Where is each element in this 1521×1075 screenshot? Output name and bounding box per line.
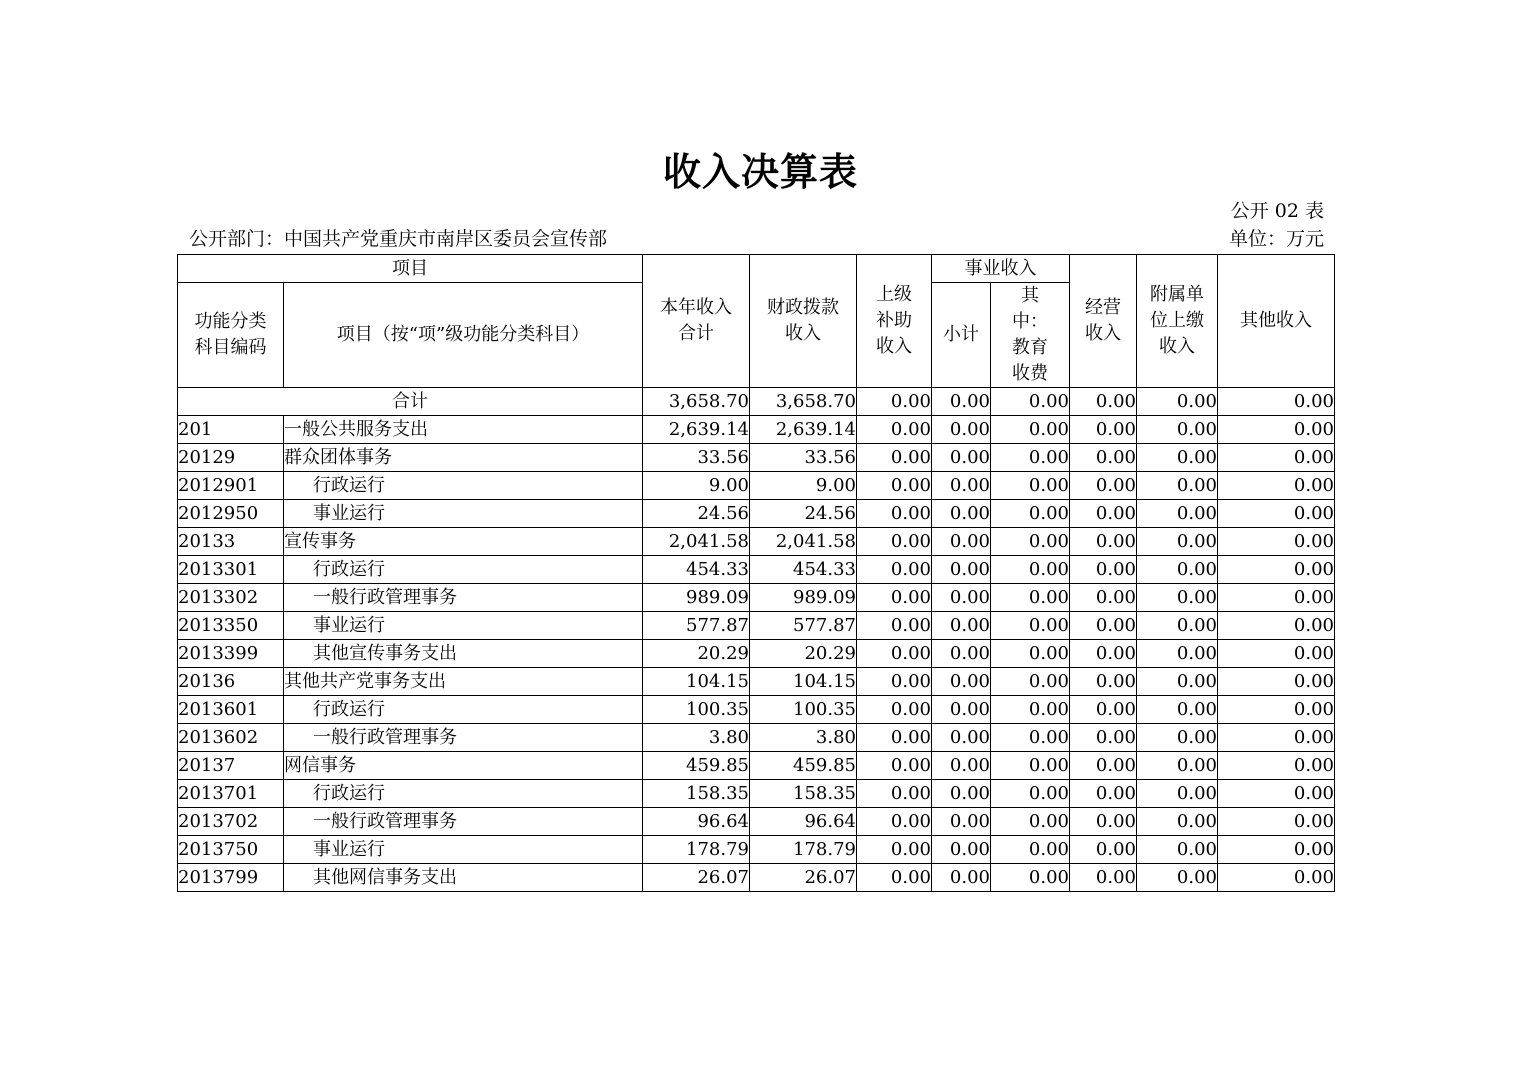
table-row [178, 780, 1335, 808]
row-value: 0.00 [857, 752, 932, 780]
row-code: 2012950 [178, 500, 284, 528]
table-row [178, 584, 1335, 612]
row-value: 454.33 [750, 556, 857, 584]
table-body [178, 388, 1335, 892]
row-value: 0.00 [1218, 864, 1335, 892]
row-value: 459.85 [643, 752, 750, 780]
row-value: 100.35 [643, 696, 750, 724]
row-name: 事业运行 [284, 836, 643, 864]
table-row [178, 724, 1335, 752]
row-value: 0.00 [1137, 500, 1218, 528]
row-value: 0.00 [932, 640, 991, 668]
row-value: 0.00 [1137, 444, 1218, 472]
table-row [178, 444, 1335, 472]
row-code: 2013301 [178, 556, 284, 584]
row-name: 一般公共服务支出 [284, 416, 643, 444]
row-value: 0.00 [1218, 808, 1335, 836]
row-code: 2013399 [178, 640, 284, 668]
row-value: 0.00 [1218, 528, 1335, 556]
table-row [178, 556, 1335, 584]
row-name: 一般行政管理事务 [284, 808, 643, 836]
table-row [178, 500, 1335, 528]
row-code: 20133 [178, 528, 284, 556]
row-value: 0.00 [1137, 528, 1218, 556]
row-value: 9.00 [750, 472, 857, 500]
row-value: 0.00 [1070, 752, 1137, 780]
row-value: 104.15 [643, 668, 750, 696]
row-value: 0.00 [1070, 612, 1137, 640]
row-value: 0.00 [932, 416, 991, 444]
header-business-subtotal: 小计 [932, 283, 991, 388]
row-name: 群众团体事务 [284, 444, 643, 472]
row-value: 0.00 [932, 500, 991, 528]
row-value: 0.00 [1137, 640, 1218, 668]
row-value: 96.64 [643, 808, 750, 836]
row-value: 0.00 [857, 696, 932, 724]
row-name: 行政运行 [284, 696, 643, 724]
row-value: 0.00 [1218, 416, 1335, 444]
row-value: 0.00 [932, 780, 991, 808]
row-name: 事业运行 [284, 612, 643, 640]
row-value: 0.00 [991, 780, 1070, 808]
row-value: 0.00 [932, 528, 991, 556]
total-cell: 0.00 [991, 388, 1070, 416]
row-code: 2013701 [178, 780, 284, 808]
row-value: 989.09 [750, 584, 857, 612]
income-table [177, 254, 1335, 892]
row-value: 26.07 [750, 864, 857, 892]
header-other: 其他收入 [1218, 255, 1335, 388]
row-value: 0.00 [1218, 500, 1335, 528]
row-value: 0.00 [1070, 500, 1137, 528]
row-code: 2013602 [178, 724, 284, 752]
row-value: 0.00 [1218, 612, 1335, 640]
page-title: 收入决算表 [662, 150, 858, 194]
unit-label: 单位：万元 [1228, 228, 1324, 250]
row-value: 0.00 [991, 472, 1070, 500]
row-value: 0.00 [1070, 696, 1137, 724]
row-value: 0.00 [1137, 724, 1218, 752]
table-row [178, 696, 1335, 724]
row-value: 0.00 [857, 416, 932, 444]
row-value: 0.00 [1137, 668, 1218, 696]
row-value: 0.00 [857, 836, 932, 864]
row-value: 0.00 [857, 724, 932, 752]
header-affiliated: 附属单位上缴收入 [1137, 255, 1218, 388]
row-value: 577.87 [750, 612, 857, 640]
row-value: 0.00 [1070, 836, 1137, 864]
row-value: 0.00 [1137, 780, 1218, 808]
row-value: 0.00 [991, 724, 1070, 752]
row-value: 0.00 [1137, 836, 1218, 864]
row-value: 0.00 [1137, 556, 1218, 584]
row-value: 0.00 [1070, 444, 1137, 472]
row-value: 0.00 [991, 752, 1070, 780]
row-name: 其他宣传事务支出 [284, 640, 643, 668]
row-value: 0.00 [932, 472, 991, 500]
department-label: 公开部门：中国共产党重庆市南岸区委员会宣传部 [189, 228, 608, 250]
row-value: 0.00 [1218, 752, 1335, 780]
row-value: 0.00 [857, 472, 932, 500]
header-item-name: 项目（按“项”级功能分类科目） [284, 283, 643, 388]
total-cell: 0.00 [1070, 388, 1137, 416]
row-value: 454.33 [643, 556, 750, 584]
row-value: 0.00 [1070, 556, 1137, 584]
row-value: 0.00 [932, 612, 991, 640]
row-value: 0.00 [1218, 444, 1335, 472]
total-cell: 3,658.70 [750, 388, 857, 416]
row-value: 0.00 [1137, 584, 1218, 612]
row-value: 33.56 [643, 444, 750, 472]
row-value: 0.00 [1137, 752, 1218, 780]
row-value: 0.00 [991, 808, 1070, 836]
row-name: 其他共产党事务支出 [284, 668, 643, 696]
total-cell: 3,658.70 [643, 388, 750, 416]
row-value: 0.00 [991, 528, 1070, 556]
row-value: 0.00 [857, 808, 932, 836]
total-label: 合计 [178, 388, 643, 416]
table-row [178, 472, 1335, 500]
row-value: 0.00 [1137, 808, 1218, 836]
row-value: 0.00 [857, 500, 932, 528]
row-value: 0.00 [1070, 584, 1137, 612]
total-cell: 0.00 [1218, 388, 1335, 416]
row-code: 2013799 [178, 864, 284, 892]
total-cell: 0.00 [1137, 388, 1218, 416]
row-value: 20.29 [643, 640, 750, 668]
row-code: 20137 [178, 752, 284, 780]
row-code: 2013302 [178, 584, 284, 612]
row-code: 201 [178, 416, 284, 444]
table-row [178, 808, 1335, 836]
row-value: 0.00 [932, 584, 991, 612]
row-value: 0.00 [1070, 416, 1137, 444]
row-value: 2,041.58 [643, 528, 750, 556]
row-code: 2013601 [178, 696, 284, 724]
row-value: 2,639.14 [643, 416, 750, 444]
row-value: 104.15 [750, 668, 857, 696]
table-row [178, 668, 1335, 696]
row-value: 0.00 [857, 444, 932, 472]
table-row [178, 528, 1335, 556]
header-func-code: 功能分类科目编码 [178, 283, 284, 388]
row-value: 0.00 [857, 528, 932, 556]
row-value: 0.00 [991, 668, 1070, 696]
row-value: 0.00 [1218, 640, 1335, 668]
row-value: 0.00 [991, 864, 1070, 892]
table-row [178, 416, 1335, 444]
row-value: 33.56 [750, 444, 857, 472]
row-value: 0.00 [1218, 668, 1335, 696]
row-value: 0.00 [1218, 584, 1335, 612]
row-code: 2013702 [178, 808, 284, 836]
row-value: 0.00 [1218, 780, 1335, 808]
row-value: 0.00 [932, 808, 991, 836]
header-operating: 经营收入 [1070, 255, 1137, 388]
row-value: 0.00 [932, 864, 991, 892]
row-value: 0.00 [857, 640, 932, 668]
row-value: 459.85 [750, 752, 857, 780]
total-cell: 0.00 [857, 388, 932, 416]
header-education-fee: 其中：教育收费 [991, 283, 1070, 388]
row-value: 0.00 [1218, 836, 1335, 864]
row-value: 24.56 [643, 500, 750, 528]
row-code: 2013750 [178, 836, 284, 864]
row-value: 158.35 [643, 780, 750, 808]
row-value: 0.00 [857, 864, 932, 892]
row-value: 0.00 [932, 724, 991, 752]
row-value: 178.79 [750, 836, 857, 864]
row-value: 26.07 [643, 864, 750, 892]
row-name: 一般行政管理事务 [284, 724, 643, 752]
row-name: 一般行政管理事务 [284, 584, 643, 612]
row-value: 24.56 [750, 500, 857, 528]
row-value: 0.00 [1218, 472, 1335, 500]
table-number: 公开 02 表 [1230, 200, 1324, 222]
row-value: 0.00 [1218, 724, 1335, 752]
row-value: 0.00 [932, 696, 991, 724]
table-row [178, 864, 1335, 892]
table-row [178, 836, 1335, 864]
row-value: 577.87 [643, 612, 750, 640]
header-business-group: 事业收入 [932, 255, 1070, 283]
row-name: 行政运行 [284, 556, 643, 584]
row-value: 0.00 [857, 556, 932, 584]
total-cell: 0.00 [932, 388, 991, 416]
row-value: 0.00 [991, 444, 1070, 472]
row-value: 0.00 [991, 584, 1070, 612]
row-value: 989.09 [643, 584, 750, 612]
row-value: 0.00 [991, 836, 1070, 864]
row-name: 行政运行 [284, 472, 643, 500]
row-value: 0.00 [1070, 780, 1137, 808]
row-value: 0.00 [1070, 808, 1137, 836]
row-value: 9.00 [643, 472, 750, 500]
row-value: 100.35 [750, 696, 857, 724]
row-value: 0.00 [991, 696, 1070, 724]
row-name: 其他网信事务支出 [284, 864, 643, 892]
row-value: 0.00 [857, 780, 932, 808]
row-value: 0.00 [1070, 864, 1137, 892]
row-value: 0.00 [932, 556, 991, 584]
row-value: 0.00 [932, 752, 991, 780]
row-value: 0.00 [857, 584, 932, 612]
row-value: 0.00 [857, 668, 932, 696]
row-value: 3.80 [750, 724, 857, 752]
row-value: 0.00 [857, 612, 932, 640]
header-total-income: 本年收入合计 [643, 255, 750, 388]
row-value: 0.00 [1070, 472, 1137, 500]
row-code: 20136 [178, 668, 284, 696]
row-value: 0.00 [1070, 724, 1137, 752]
row-code: 2012901 [178, 472, 284, 500]
table-row [178, 752, 1335, 780]
row-value: 2,639.14 [750, 416, 857, 444]
row-value: 0.00 [932, 836, 991, 864]
row-value: 0.00 [1218, 556, 1335, 584]
header-item-group: 项目 [178, 255, 643, 283]
row-code: 2013350 [178, 612, 284, 640]
row-value: 0.00 [991, 500, 1070, 528]
row-name: 宣传事务 [284, 528, 643, 556]
row-value: 0.00 [991, 556, 1070, 584]
row-code: 20129 [178, 444, 284, 472]
row-value: 0.00 [932, 668, 991, 696]
row-value: 0.00 [991, 640, 1070, 668]
row-value: 0.00 [991, 416, 1070, 444]
row-value: 178.79 [643, 836, 750, 864]
row-value: 158.35 [750, 780, 857, 808]
row-value: 0.00 [1070, 528, 1137, 556]
row-value: 0.00 [1137, 472, 1218, 500]
total-row [178, 388, 1335, 416]
row-value: 20.29 [750, 640, 857, 668]
header-fiscal: 财政拨款收入 [750, 255, 857, 388]
row-name: 事业运行 [284, 500, 643, 528]
row-value: 2,041.58 [750, 528, 857, 556]
row-name: 行政运行 [284, 780, 643, 808]
row-value: 0.00 [1137, 864, 1218, 892]
row-value: 3.80 [643, 724, 750, 752]
table-row [178, 640, 1335, 668]
header-superior-subsidy: 上级补助收入 [857, 255, 932, 388]
row-value: 0.00 [1218, 696, 1335, 724]
row-name: 网信事务 [284, 752, 643, 780]
row-value: 0.00 [932, 444, 991, 472]
row-value: 0.00 [1137, 612, 1218, 640]
table-row [178, 612, 1335, 640]
row-value: 96.64 [750, 808, 857, 836]
row-value: 0.00 [1137, 696, 1218, 724]
row-value: 0.00 [1137, 416, 1218, 444]
row-value: 0.00 [991, 612, 1070, 640]
row-value: 0.00 [1070, 668, 1137, 696]
row-value: 0.00 [1070, 640, 1137, 668]
